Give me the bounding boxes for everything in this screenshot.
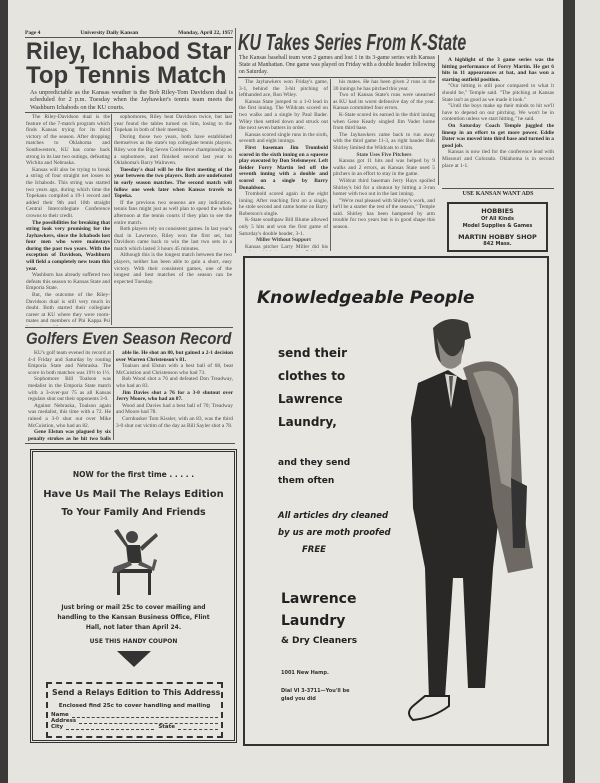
paragraph: Toalson and Elstun with a best ball of 68, beat McCuistion and Christenson who had 73. [116,363,233,376]
paragraph: Bob Wood shot a 76 and defeated Don Treadway, who had an 83. [116,376,233,389]
paragraph: Kansas pitcher Larry Miller did his [245,243,328,250]
pitch-line: Lawrence [278,392,343,406]
golf-column-2 [116,350,233,442]
coupon-city-state-field[interactable] [51,724,218,730]
paragraph: Wood and Davies had a best ball of 70; Treadway and Moore had 78. [116,402,233,416]
city-label: City [51,724,64,730]
tennis-headline-2: Top Tennis Match [26,62,227,89]
paragraph: The Riley-Davidson dual is the feature of the 7-match program which finds Kansas trying for its third victory of the season. After dropping matches to Oklahoma and Southwestern, KU has come back strong in its last two outings, defeating Wichita and Nebraska. [26,114,110,167]
paragraph: able lie. He shot an 80, but gained a 2-1 decision over Warren Christenson's 81. [116,350,233,363]
phone-line: Dial VI 3-3711—You'll be [281,688,350,694]
hobby-shop-address: 842 Mass. [483,241,512,247]
folio-line [25,30,233,38]
paragraph: But, the outcome of the Riley-Davidson dual is still very much in doubt. Both started their collegiate career at KU where they were room-mates and members of Phi Kappa Psi [26,292,110,325]
laundry-subpitch [278,454,350,490]
relays-headline-1: Have Us Mail The Relays Edition [43,489,224,500]
want-ads-slug: USE KANSAN WANT ADS [462,191,534,197]
baseball-column-1 [239,79,328,251]
divider [442,188,554,189]
baseball-column-3 [442,57,554,185]
pitch-line: Laundry, [278,415,337,429]
pitch-line: send their [278,346,348,360]
paragraph: his mates. He has been given 2 runs in the 30 innings he has pitched this year. [333,79,435,92]
paragraph: First baseman Jim Trombold scored in the sixth inning on a squeeze play executed by Don Stelsmeyer. Left fielder Forry Martin led off the seventh inning with a double and scored on a single by Barry Donaldson. [239,144,328,191]
column-rule [113,350,114,440]
lawrence-laundry-ad [243,256,549,746]
paragraph: On Saturday Coach Temple juggled the lineup in an effort to get more power. Eddie Dater was moved into third base and turned in a good job. [442,122,554,149]
baseball-headline: KU Takes Series From K-State [238,29,467,55]
relays-body: Just bring or mail 25c to cover mailing and handling to the Kansan Business Office, Flint Hall, not later than April 24. [57,604,210,631]
pitch-line: them often [278,476,335,486]
laundry-headline: Knowledgeable People [257,288,475,308]
laundry-brand [281,588,357,650]
promo-line: All articles dry cleaned [278,511,389,521]
relays-kicker: NOW for the first time . . . . . [72,470,195,479]
paragraph: During those two years, both have established themselves as the state's top collegiate tennis players. Riley won the Big Seven Conference championship as a sophomore, and finished second last year to Oklahoma's Barry Walraven. [114,133,232,167]
paragraph: Sophomore Bill Toalson was medalist in the Emporia State match with a 3-over-par 75 as all Kansas regulars shut out their opponents 3-0. [28,376,111,403]
paragraph: The Jayhawkers came back to run away with the third game 11-3, as right hander Bob Shirley limited the Wildcats to 4 hits. [333,131,435,151]
hobby-shop-name: MARTIN HOBBY SHOP [458,233,537,241]
paragraph: Kansas State jumped to a 1-0 lead in the first inning. The Wildcats scored on two walks and a single by Paul Bader. Wiley then settled down and struck out the next seven batters in order. [239,98,328,132]
coupon-subtitle: Enclosed find 25c to cover handling and mailing [58,703,211,709]
paragraph: Trombold scored again in the eight inning. After reaching first on a single, he stole second and came home on Barry Roberson's single. [239,191,328,217]
paragraph: Kansas scored single runs in the sixth, seventh and eight innings. [239,131,328,145]
phone-line: glad you did [281,696,316,702]
tennis-column-2 [114,114,232,325]
paragraph: "Our hitting is still poor compared to what it should be," Temple said. "The pitching at Kansas State isn't as good as we made it look." [442,83,554,103]
hobby-line-1: HOBBIES [481,207,514,215]
laundry-address: 1001 New Hamp. [281,670,329,676]
tennis-headline-1: Riley, Ichabod Star [26,38,232,65]
state-label: State [158,724,175,730]
tennis-lede: As unpredictable as the Kansas weather is the Bob Riley-Tom Davidson dual is scheduled for 2 p.m. Tuesday when the Jayhawker's tennis team meets the Washburn Ichabods on the KU courts. [30,89,233,111]
paragraph: Washburn has already suffered two defeats this season to Kansas State and Emporia State. [26,272,110,292]
paragraph: "We're real pleased with Shirley's work, and he'll be a starter the rest of the season," Temple said. Shirley has been hampered by arm trouble for two years but is in good shape this season. [333,197,435,231]
paper-name: University Daily Kansan [80,30,139,36]
paragraph: The Jayhawkers won Friday's game, 3-1, behind the 3-hit pitching of lefthanded ace, Ron Wiley. [239,79,328,99]
promo-line: by us are moth proofed [278,528,391,538]
brand-line: & Dry Cleaners [281,636,358,646]
paragraph: Both players rely on consistent games. In last year's dual in Lawrence, Riley won the first set, but Davidson came back to win the last two sets in a match which lasted 3 hours 45 minutes. [114,226,232,252]
coupon-title: Send a Relays Edition to This Address [52,688,221,697]
divider [238,77,436,78]
subhead: State Uses Five Pitchers [356,151,412,158]
paragraph: A highlight of the 3 game series was the hitting performance of Forry Martin. He got 6 hits in 11 appearances at bat, and has won a starting outfield position. [442,57,554,83]
column-rule [438,55,439,185]
divider [25,327,233,328]
paragraph: Although this is the longest match between the two players, neither has been able to gain a short, easy victory. With their consistent games, one of the longest and best matches of the season can be expected Tuesday. [114,252,232,285]
golf-headline: Golfers Even Season Record [26,329,232,348]
issue-date: Monday, April 22, 1957 [178,30,233,36]
column-rule [235,28,236,253]
subhead: Miller Without Support [256,237,311,244]
paragraph: K-State scored its earned in the third inning when Gene Keady singled Jim Vader home from third base. [333,111,435,132]
relays-cta: USE THIS HANDY COUPON [89,638,178,645]
promo-free: FREE [302,545,326,555]
paragraph: If the previous two seasons are any indication, tennis fans might just as well plan to spend the whole afternoon at the tennis courts if they plan to see the entire match. [114,199,232,226]
tennis-column-1 [26,114,110,326]
laundry-phone [281,687,349,703]
paragraph: sophomores, Riley beat Davidson twice, but last year found the tables turned on him, losing to the Topekan in both of their meetings. [114,114,232,134]
paragraph: Tuesday's dual will be the first meeting of the year between the two players. Both are undefeated in early season matches. The second match will follow one week later when Kansas travels to Topeka. [114,166,232,200]
name-label: Name [51,712,69,718]
address-label: Address [51,718,77,724]
divider [25,443,235,444]
paragraph: Kansas will also be trying to break a string of four straight net losses to the Ichabods. This string was started two years ago, during which time the Topekans compiled a 19-1 record and added their 9th and 10th straight Central Intercollegiate Conference crowns to their credit. [26,166,110,219]
column-rule [111,114,112,325]
column-rule [330,79,331,251]
paragraph: Kansas is now tied for the conference lead with Missouri and Colorado. Oklahoma is in second place at 1-1. [442,149,554,169]
pitch-line: clothes to [278,369,346,383]
paragraph: The possibilities for breaking that string look very promising for the Jayhawkers, since the Ichabods lost four men who were mainstays during the past two years. With the exception of Davidson, Washburn will field a completely new team this year. [26,219,110,272]
paragraph: KU's golf team evened its record at 4-4 Friday and Saturday by routing Emporia State and Nebraska. The score in both matches was 19½ to 1½. [28,350,111,376]
hobby-shop-ad [447,202,548,252]
baseball-lede: The Kansas baseball team won 2 games and lost 1 in its 3-game series with Kansas State at Manhattan. One game was played on Friday with a double header following on Saturday. [239,55,435,75]
paragraph: Against Nebraska, Toalson again was medalist, this time with a 72. He rained a 3-0 shut out over Mike McCuistion, who had an 82. [28,402,111,429]
brand-line: Lawrence [281,591,357,607]
paragraph: Gene Elstun was plagued by six penalty strokes as he hit two balls [28,429,111,442]
paragraph: Jim Davies shot a 76 for a 3-0 shutout over Jerry Moore, who had an 87. [116,389,233,403]
relays-edition-ad [30,449,237,743]
golf-column-1 [28,350,111,442]
hobby-line-3: Model Supplies & Games [462,223,533,229]
man-with-coats-illustration [393,308,543,733]
brand-line: Laundry [281,613,346,629]
paragraph: K-State southpaw Bill Blume allowed only 5 hits and won the first game of Saturday's double header, 3-1. [239,217,328,237]
relays-headline-2: To Your Family And Friends [61,507,206,518]
paragraph: Wildcat third baseman Jerry Hays spoiled Shirley's bid for a shutout by hitting a 3-run homer with two out in the last inning. [333,177,435,198]
relays-coupon [46,682,223,738]
laundry-moth-proof [278,508,391,559]
page-number: Page 4 [25,30,41,36]
pitch-line: and they send [278,458,351,468]
paragraph: Two of Kansas State's runs were unearned as KU had its worst defensive day of the year. Kansas committed four errors. [333,92,435,112]
divider [25,112,233,113]
arrow-down-icon [117,651,151,667]
paragraph: Cornhusker Tom Kissler, with an 83, was the third 3-0 shut out victim of the day as Bill Sayler shot a 78. [116,415,233,429]
hobby-line-2: Of All Kinds [481,216,514,222]
paragraph: "Until the boys make up their minds to hit we'll have to depend on our pitching. We won't be in contention unless we start hitting," he said. [442,103,554,123]
hurdler-illustration [104,527,164,597]
paragraph: Kansas got 11 hits and was helped by 9 walks and 2 errors, as Kansas State used 5 pitchers in an effort to stay in the game. [333,158,435,178]
laundry-pitch [278,342,347,434]
baseball-column-2 [333,79,435,251]
adjacent-page-edge [575,0,600,783]
